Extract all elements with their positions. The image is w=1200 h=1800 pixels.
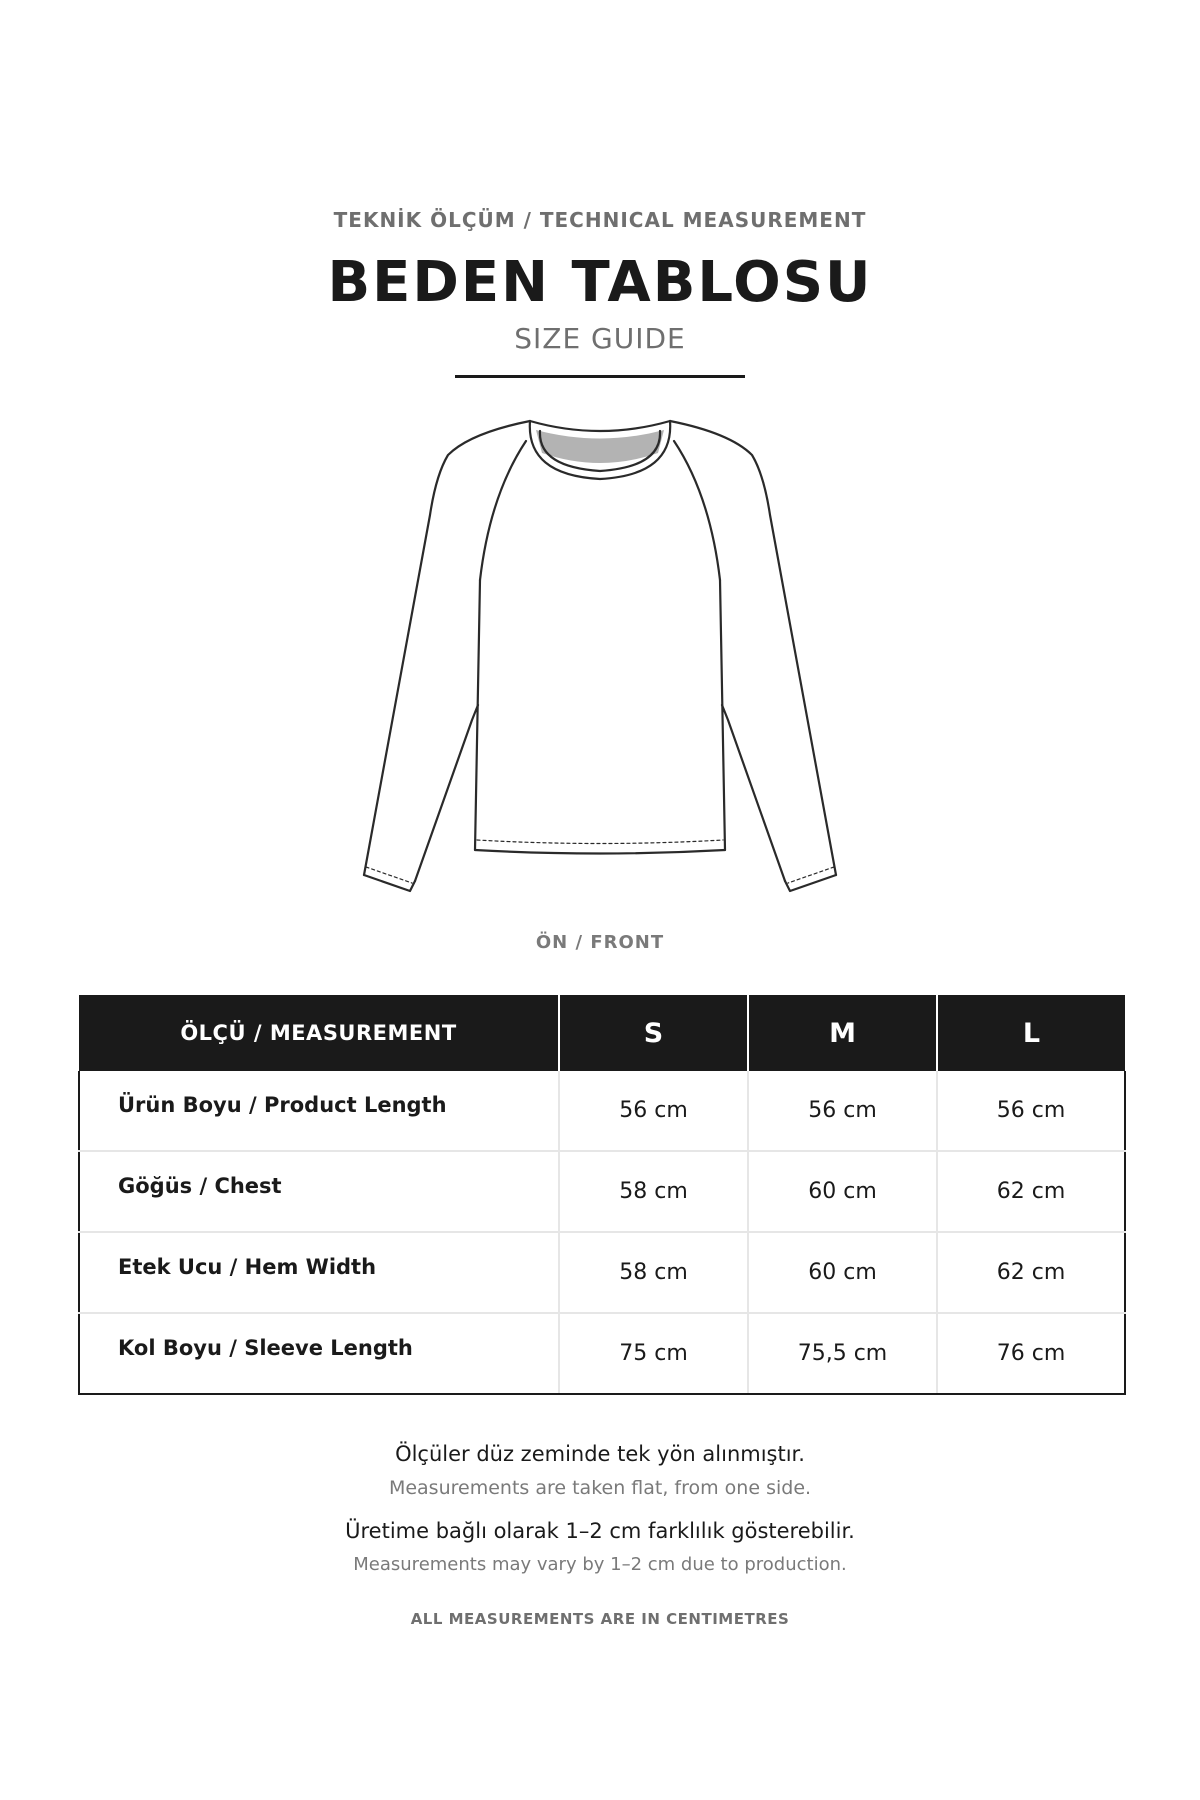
size-m-value: 75,5 cm (748, 1313, 937, 1394)
size-m-value: 56 cm (748, 1071, 937, 1151)
page-title: BEDEN TABLOSU (327, 250, 873, 315)
size-m-value: 60 cm (748, 1232, 937, 1313)
column-header-size-l: L (937, 995, 1125, 1071)
size-table (78, 995, 1126, 1395)
table-row (79, 1071, 1125, 1151)
size-l-value: 76 cm (937, 1313, 1125, 1394)
front-view-label: ÖN / FRONT (535, 932, 665, 953)
size-l-value: 62 cm (937, 1151, 1125, 1232)
table-row (79, 1151, 1125, 1232)
raglan-sweatshirt-front-sketch-icon (340, 405, 860, 915)
size-s-value: 56 cm (559, 1071, 748, 1151)
page-subtitle: SIZE GUIDE (514, 322, 686, 355)
table-row (79, 1313, 1125, 1394)
units-note: ALL MEASUREMENTS ARE IN CENTIMETRES (410, 1610, 790, 1628)
size-l-value: 62 cm (937, 1232, 1125, 1313)
flat-measurement-note-en: Measurements are taken flat, from one side. (388, 1477, 812, 1499)
table-header-row (79, 995, 1125, 1071)
column-header-size-s: S (559, 995, 748, 1071)
measurement-label: Kol Boyu / Sleeve Length (79, 1313, 559, 1394)
measurement-label: Ürün Boyu / Product Length (79, 1071, 559, 1151)
eyebrow-text: TEKNİK ÖLÇÜM / TECHNICAL MEASUREMENT (333, 208, 867, 232)
size-m-value: 60 cm (748, 1151, 937, 1232)
title-divider (455, 375, 745, 378)
column-header-measurement: ÖLÇÜ / MEASUREMENT (79, 995, 559, 1071)
size-l-value: 56 cm (937, 1071, 1125, 1151)
measurement-label: Etek Ucu / Hem Width (79, 1232, 559, 1313)
size-s-value: 58 cm (559, 1151, 748, 1232)
column-header-size-m: M (748, 995, 937, 1071)
variance-note-tr: Üretime bağlı olarak 1–2 cm farklılık gösterebilir. (345, 1519, 855, 1543)
variance-note-en: Measurements may vary by 1–2 cm due to production. (353, 1554, 847, 1575)
measurement-label: Göğüs / Chest (79, 1151, 559, 1232)
size-s-value: 75 cm (559, 1313, 748, 1394)
size-s-value: 58 cm (559, 1232, 748, 1313)
flat-measurement-note-tr: Ölçüler düz zeminde tek yön alınmıştır. (395, 1442, 805, 1466)
table-row (79, 1232, 1125, 1313)
